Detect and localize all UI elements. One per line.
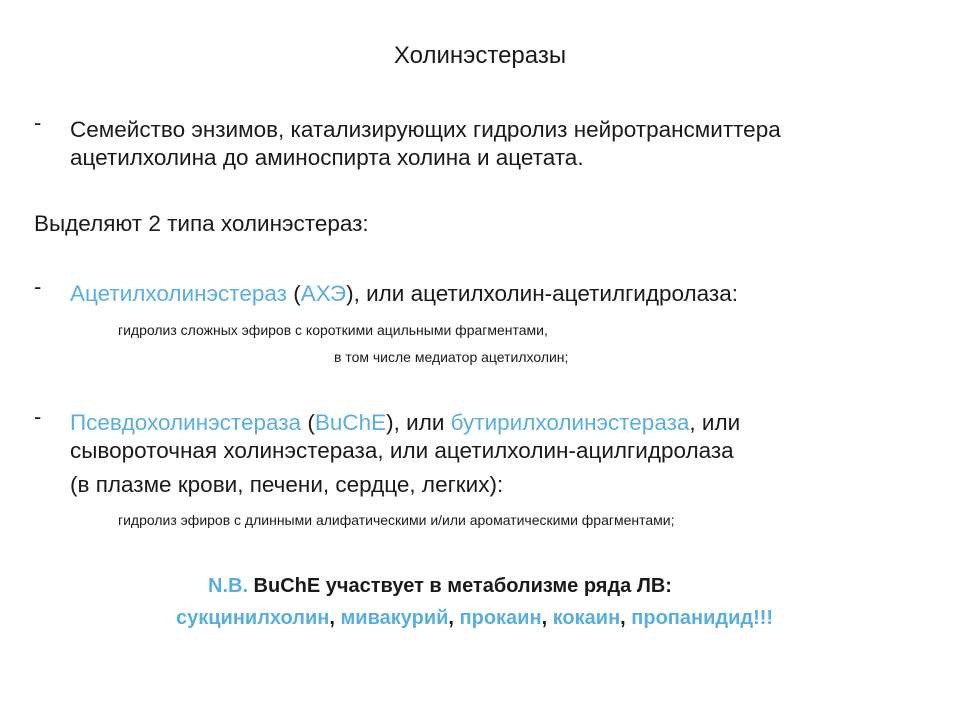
drug-name: кокаин [552, 607, 621, 629]
intro-line-2: ацетилхолина до аминоспирта холина и ацетата. [70, 145, 584, 170]
drug-separator: , [448, 607, 460, 629]
nb-text: BuChE участвует в метаболизме ряда ЛВ: [248, 575, 672, 597]
buche-line-3: (в плазме крови, печени, сердце, легких): [70, 472, 504, 497]
buche-mid: ), или [386, 410, 451, 435]
bullet-dash: - [34, 404, 42, 429]
nb-drugs-line [176, 607, 773, 630]
drug-separator: , [541, 607, 553, 629]
ache-rest: ), или ацетилхолин-ацетилгидролаза: [346, 281, 738, 306]
bullet-dash: - [34, 110, 42, 135]
drug-separator: , [620, 607, 632, 629]
ache-note-line-1: гидролиз сложных эфиров с короткими ацильными фрагментами, [118, 322, 548, 338]
slide-title: Холинэстеразы [393, 42, 567, 69]
drug-name: сукцинилхолин [176, 607, 330, 629]
drug-name: мивакурий [340, 607, 449, 629]
ache-abbr: АХЭ [300, 281, 347, 306]
buche-abbr: BuChE [314, 410, 387, 435]
drug-separator: , [329, 607, 341, 629]
drug-name: пропанидид!!! [631, 607, 774, 629]
intro-line-1: Семейство энзимов, катализирующих гидролиз нейротрансмиттера [70, 117, 781, 142]
nb-line [208, 575, 672, 598]
drug-name: прокаин [459, 607, 542, 629]
buche-note: гидролиз эфиров с длинными алифатическими и/или ароматическими фрагментами; [118, 512, 675, 528]
ache-name: Ацетилхолинэстераз [70, 281, 287, 306]
buche-line-2: сывороточная холинэстераза, или ацетилхолин-ацилгидролаза [70, 438, 734, 463]
ache-note-line-2: в том числе медиатор ацетилхолин; [334, 349, 569, 365]
buche-alt-name: бутирилхолинэстераза [450, 410, 690, 435]
bullet-dash: - [34, 274, 42, 299]
buche-open-paren: ( [301, 410, 315, 435]
buche-name: Псевдохолинэстераза [70, 410, 302, 435]
ache-open-paren: ( [286, 281, 301, 306]
ache-line [70, 280, 738, 308]
types-heading: Выделяют 2 типа холинэстераз: [34, 211, 369, 236]
buche-line-1 [70, 409, 740, 437]
buche-tail: , или [689, 410, 741, 435]
nb-label: N.B. [208, 575, 248, 597]
